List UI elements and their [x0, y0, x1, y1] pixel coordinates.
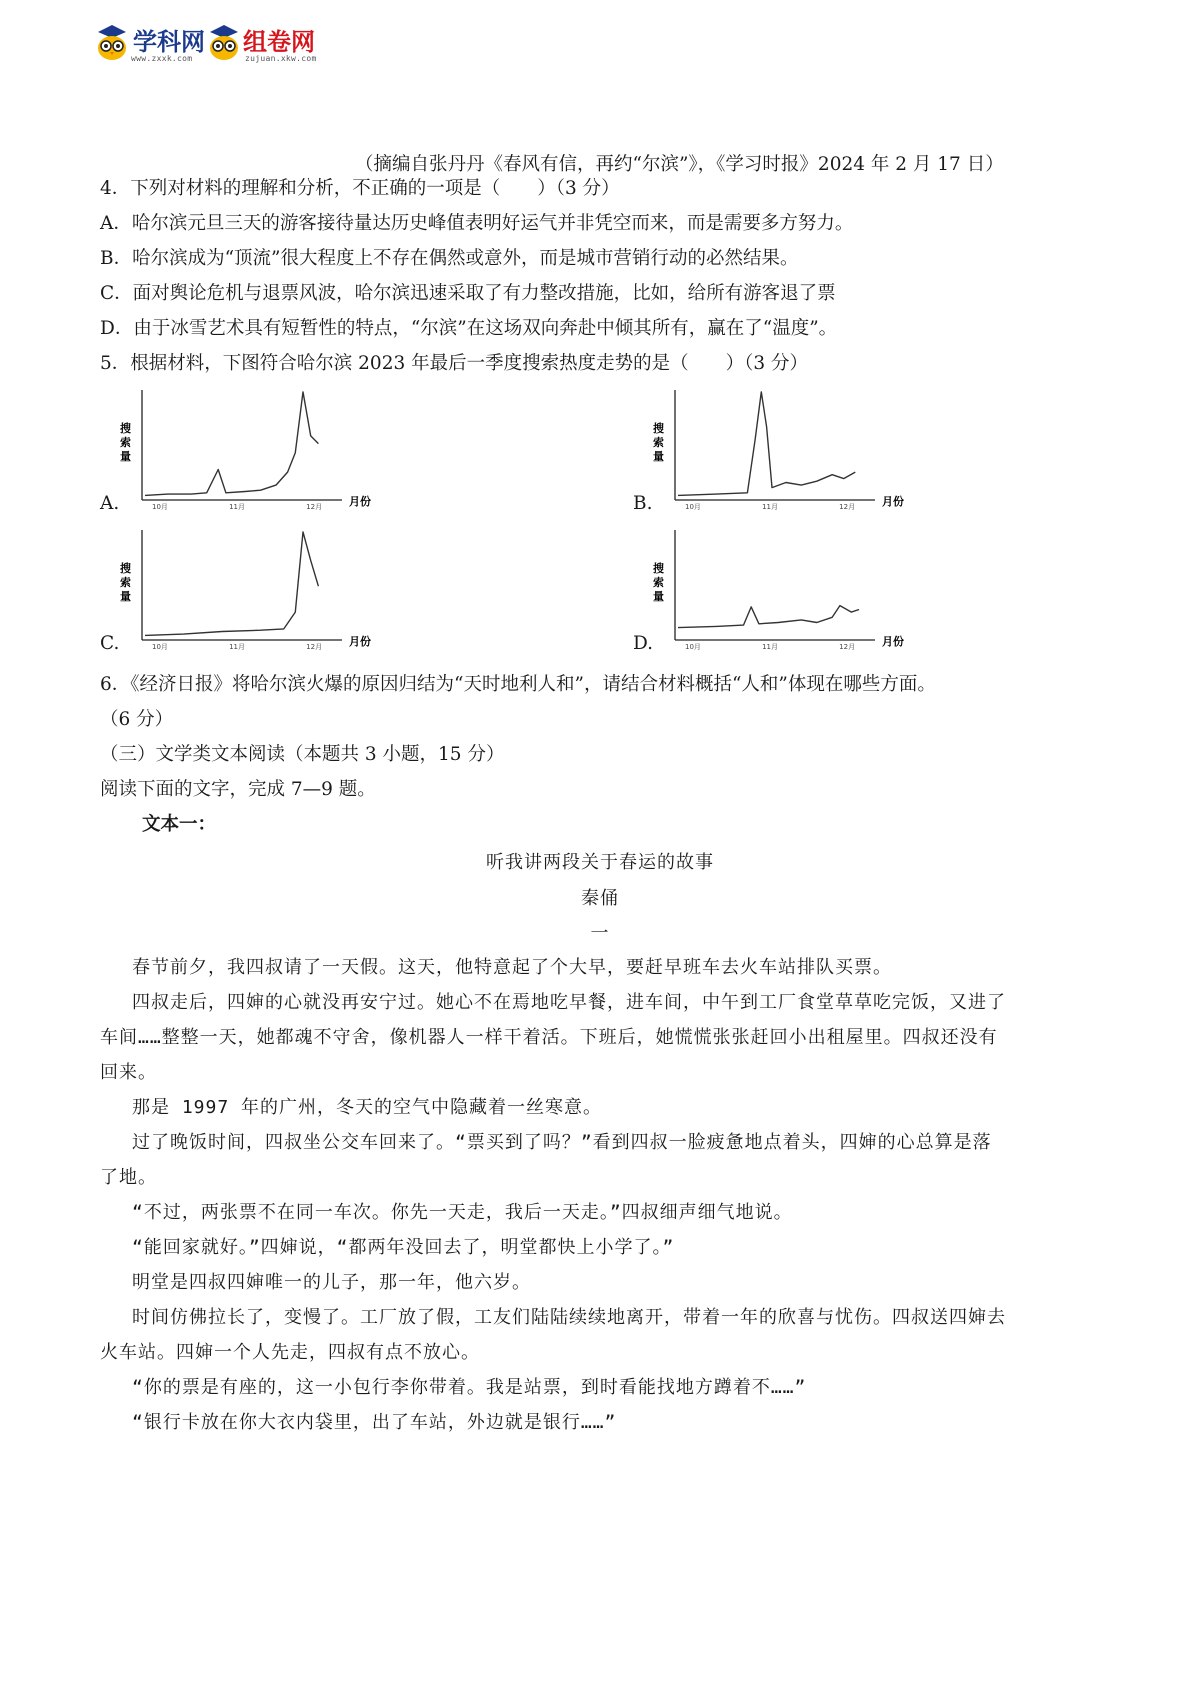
owl-mascot-icon [95, 22, 129, 62]
logo-secondary-url: zujuan.xkw.com [245, 54, 317, 63]
story-paragraph: “不过，两张票不在同一车次。你先一天走，我后一天走。”四叔细声细气地说。 [132, 1202, 793, 1223]
y-axis-label-char: 量 [120, 590, 131, 603]
story-paragraph-continued: 回来。 [100, 1062, 157, 1083]
x-tick-label: 12月 [839, 643, 856, 651]
chart-b-label: B. [633, 493, 653, 514]
x-tick-label: 12月 [306, 643, 323, 651]
x-axis-label: 月份 [882, 635, 904, 648]
y-axis-label-char: 搜 [653, 562, 664, 575]
q4-option-c: C．面对舆论危机与退票风波，哈尔滨迅速采取了有力整改措施，比如，给所有游客退了票 [100, 283, 836, 304]
series-line [678, 606, 859, 628]
story-paragraph: 那是 1997 年的广州，冬天的空气中隐藏着一丝寒意。 [132, 1097, 603, 1118]
y-axis-label-char: 索 [653, 436, 664, 449]
logo-primary-url: www.zxxk.com [131, 54, 193, 63]
y-axis-label-char: 量 [653, 450, 664, 463]
story-title: 听我讲两段关于春运的故事 [486, 852, 714, 873]
chart-c-label: C. [100, 633, 120, 654]
chart-d [643, 520, 913, 660]
x-tick-label: 11月 [762, 503, 779, 511]
q4-stem: 4．下列对材料的理解和分析，不正确的一项是（ ）（3 分） [100, 178, 620, 199]
story-paragraph: 四叔走后，四婶的心就没再安宁过。她心不在焉地吃早餐，进车间，中午到工厂食堂草草吃完饭，又进了 [132, 992, 1006, 1013]
x-axis-label: 月份 [882, 495, 904, 508]
story-paragraph: 过了晚饭时间，四叔坐公交车回来了。“票买到了吗？”看到四叔一脸疲惫地点着头，四婶的心总算是落 [132, 1132, 992, 1153]
y-axis-label-char: 索 [653, 576, 664, 589]
q6-stem-line1: 6．《经济日报》将哈尔滨火爆的原因归结为“天时地利人和”，请结合材料概括“人和”体现在哪些方面。 [100, 674, 936, 695]
y-axis-label-char: 搜 [120, 422, 131, 435]
chart-b [643, 380, 913, 520]
x-axis-label: 月份 [349, 635, 371, 648]
chart-c [110, 520, 380, 660]
story-paragraph-continued: 车间……整整一天，她都魂不守舍，像机器人一样干着活。下班后，她慌慌张张赶回小出租屋里。四叔还没有 [100, 1027, 998, 1048]
logo-secondary-text: 组卷网 [243, 28, 315, 56]
logo-primary-text: 学科网 [133, 28, 205, 56]
x-tick-label: 10月 [685, 503, 701, 511]
story-paragraph: “你的票是有座的，这一小包行李你带着。我是站票，到时看能找地方蹲着不……” [132, 1377, 807, 1398]
x-tick-label: 11月 [229, 503, 246, 511]
story-part-number: 一 [590, 923, 610, 944]
q5-stem: 5．根据材料，下图符合哈尔滨 2023 年最后一季度搜索热度走势的是（ ）（3 分） [100, 353, 809, 374]
x-tick-label: 10月 [152, 503, 168, 511]
q4-option-a: A．哈尔滨元旦三天的游客接待量达历史峰值表明好运气并非凭空而来，而是需要多方努力。 [100, 213, 854, 234]
story-paragraph: “能回家就好。”四婶说，“都两年没回去了，明堂都快上小学了。” [132, 1237, 675, 1258]
chart-a-label: A. [100, 493, 120, 514]
x-tick-label: 11月 [762, 643, 779, 651]
story-paragraph: 明堂是四叔四婶唯一的儿子，那一年，他六岁。 [132, 1272, 531, 1293]
chart-a [110, 380, 380, 520]
story-paragraph: 春节前夕，我四叔请了一天假。这天，他特意起了个大早，要赶早班车去火车站排队买票。 [132, 957, 892, 978]
source-note: （摘编自张丹丹《春风有信，再约“尔滨”》，《学习时报》2024 年 2 月 17 日） [355, 154, 1004, 175]
y-axis-label-char: 量 [120, 450, 131, 463]
y-axis-label-char: 索 [120, 576, 131, 589]
text-one-label: 文本一： [142, 814, 217, 835]
q4-option-d: D．由于冰雪艺术具有短暂性的特点，“尔滨”在这场双向奔赴中倾其所有，赢在了“温度”。 [100, 318, 838, 339]
owl-mascot-icon [207, 22, 241, 62]
y-axis-label-char: 索 [120, 436, 131, 449]
y-axis-label-char: 搜 [120, 562, 131, 575]
x-tick-label: 12月 [306, 503, 323, 511]
section3-instruction: 阅读下面的文字，完成 7—9 题。 [100, 779, 376, 800]
q4-option-b: B．哈尔滨成为“顶流”很大程度上不存在偶然或意外，而是城市营销行动的必然结果。 [100, 248, 799, 269]
section3-heading: （三）文学类文本阅读（本题共 3 小题，15 分） [100, 744, 505, 765]
x-tick-label: 12月 [839, 503, 856, 511]
q6-stem-line2: （6 分） [100, 709, 174, 730]
series-line [678, 392, 855, 496]
header-logo [95, 18, 355, 68]
series-line [145, 532, 318, 636]
chart-d-label: D. [633, 633, 654, 654]
x-tick-label: 10月 [152, 643, 168, 651]
series-line [145, 392, 318, 496]
story-author: 秦俑 [581, 888, 619, 909]
story-paragraph: “银行卡放在你大衣内袋里，出了车站，外边就是银行……” [132, 1412, 617, 1433]
story-paragraph-continued: 了地。 [100, 1167, 157, 1188]
x-tick-label: 11月 [229, 643, 246, 651]
y-axis-label-char: 量 [653, 590, 664, 603]
story-paragraph: 时间仿佛拉长了，变慢了。工厂放了假，工友们陆陆续续地离开，带着一年的欣喜与忧伤。四叔送四婶去 [132, 1307, 1006, 1328]
story-paragraph-continued: 火车站。四婶一个人先走，四叔有点不放心。 [100, 1342, 480, 1363]
y-axis-label-char: 搜 [653, 422, 664, 435]
x-axis-label: 月份 [349, 495, 371, 508]
x-tick-label: 10月 [685, 643, 701, 651]
